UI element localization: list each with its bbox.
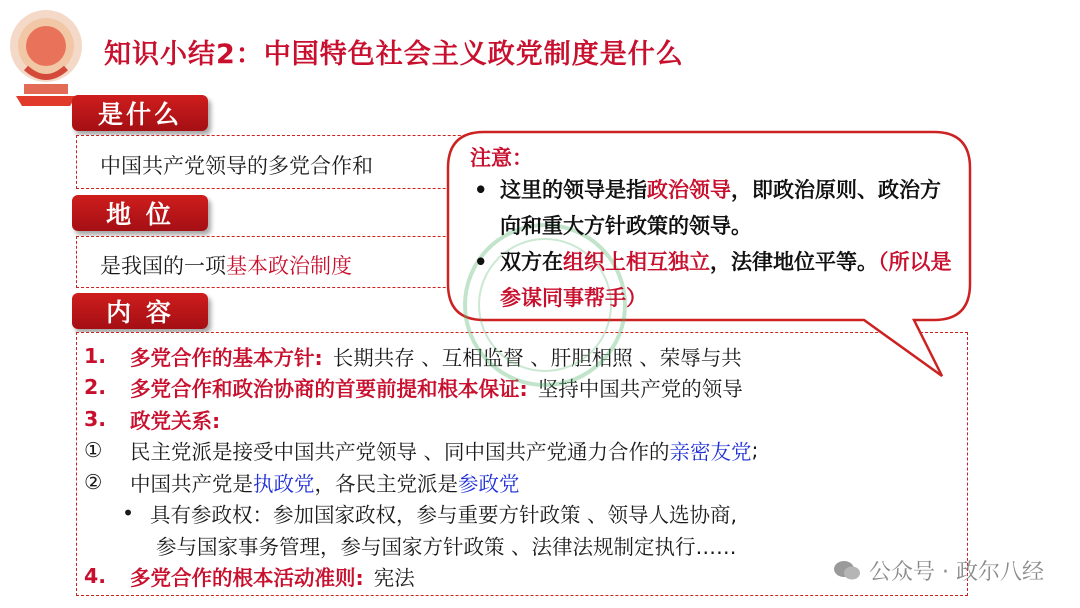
item-key: 多党合作和政治协商的首要前提和根本保证: bbox=[130, 377, 528, 402]
sub-text-before: 中国共产党是 bbox=[130, 471, 253, 496]
note-item-2 bbox=[470, 244, 960, 316]
item-number: 2. bbox=[84, 375, 107, 400]
item-key: 政党关系: bbox=[130, 408, 221, 433]
what-text: 中国共产党领导的多党合作和 bbox=[100, 154, 373, 178]
item-key: 多党合作的根本活动准则: bbox=[130, 566, 364, 591]
wechat-watermark bbox=[833, 555, 1044, 586]
item-number: 1. bbox=[84, 343, 107, 368]
note1-highlight: 政治领导 bbox=[647, 177, 731, 202]
note-item-1 bbox=[470, 172, 960, 244]
note2-highlight: 组织上相互独立 bbox=[563, 249, 710, 274]
section-label-what: 是什么 bbox=[72, 95, 208, 131]
sub-number: ② bbox=[84, 469, 103, 494]
note-content bbox=[470, 142, 960, 316]
note2-after: ，法律地位平等。 bbox=[710, 249, 878, 274]
note-title: 注意： bbox=[470, 145, 533, 170]
content-bullet bbox=[84, 498, 964, 530]
note1-after: ，即政治原则、政治方向和重大方针政策的领导。 bbox=[500, 177, 941, 238]
sub-highlight-ruling: 执政党 bbox=[253, 471, 315, 496]
watermark-text: 公众号 · 政尔八经 bbox=[869, 560, 1044, 585]
bullet-text: 具有参政权：参加国家政权，参与重要方针政策 、领导人选协商, bbox=[150, 503, 738, 528]
content-item-3 bbox=[84, 403, 964, 435]
item-text: 长期共存 、互相监督 、肝胆相照 、荣辱与共 bbox=[332, 345, 742, 370]
wechat-icon bbox=[833, 560, 861, 582]
note2-paren: （所以是参谋同事帮手） bbox=[500, 249, 952, 310]
bullet-icon: • bbox=[122, 501, 135, 526]
sub-text-mid: ，各民主党派是 bbox=[314, 471, 458, 496]
item-text: 坚持中国共产党的领导 bbox=[537, 377, 743, 402]
item-text: 宪法 bbox=[373, 566, 415, 591]
status-highlight: 基本政治制度 bbox=[226, 254, 352, 278]
section-label-content: 内 容 bbox=[72, 293, 208, 329]
sub-text-before: 民主党派是接受中国共产党领导 、同中国共产党通力合作的 bbox=[130, 440, 670, 465]
item-number: 4. bbox=[84, 564, 107, 589]
sub-highlight-participating: 参政党 bbox=[458, 471, 520, 496]
sub-highlight: 亲密友党 bbox=[669, 440, 752, 465]
status-text bbox=[100, 250, 352, 280]
note1-before: 这里的领导是指 bbox=[500, 177, 647, 202]
sub-number: ① bbox=[84, 438, 103, 463]
content-sub-2 bbox=[84, 466, 964, 498]
content-item-4 bbox=[84, 561, 964, 593]
note2-before: 双方在 bbox=[500, 249, 563, 274]
status-text-before: 是我国的一项 bbox=[100, 254, 226, 278]
item-key: 多党合作的基本方针: bbox=[130, 345, 323, 370]
content-sub-1 bbox=[84, 435, 964, 467]
section-label-status: 地 位 bbox=[72, 195, 208, 231]
bullet-text-continued: 参与国家事务管理，参与国家方针政策 、法律法规制定执行…… bbox=[156, 534, 737, 559]
item-number: 3. bbox=[84, 406, 107, 431]
content-bullet-continued bbox=[84, 529, 964, 561]
sub-text-after: ; bbox=[751, 438, 759, 463]
page-title: 知识小结2：中国特色社会主义政党制度是什么 bbox=[104, 39, 684, 70]
